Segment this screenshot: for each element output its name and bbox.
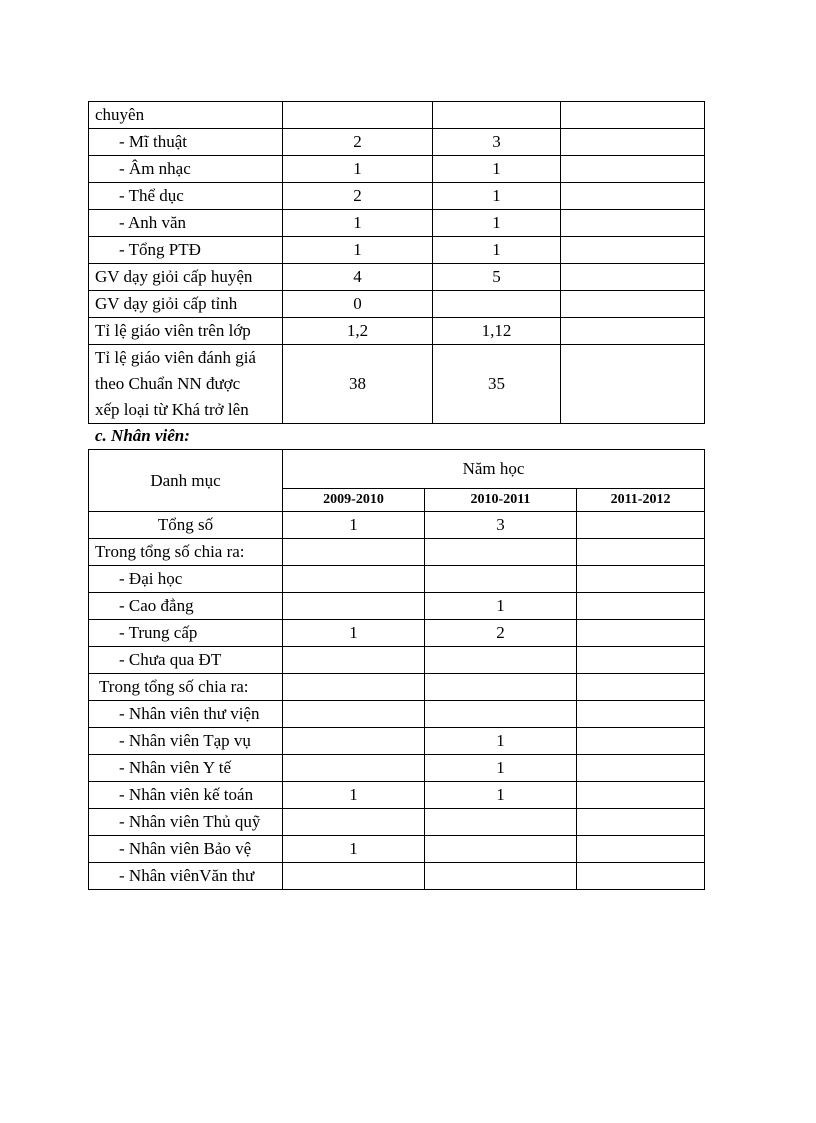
row-label: - Thể dục bbox=[89, 183, 283, 210]
section-heading: c. Nhân viên: bbox=[95, 426, 190, 445]
table-row bbox=[89, 782, 705, 809]
label-line: theo Chuẩn NN được bbox=[95, 374, 241, 393]
value-2011 bbox=[561, 129, 705, 156]
value-2010 bbox=[425, 647, 577, 674]
value-2010: 1 bbox=[425, 755, 577, 782]
school-year-header: Năm học bbox=[283, 450, 705, 489]
value-2010 bbox=[433, 102, 561, 129]
year-header: 2009-2010 bbox=[283, 489, 425, 512]
value-2011 bbox=[577, 809, 705, 836]
value-2011 bbox=[561, 156, 705, 183]
value-2011 bbox=[561, 183, 705, 210]
value-2011 bbox=[577, 863, 705, 890]
row-label: - Trung cấp bbox=[89, 620, 283, 647]
value-2009: 1 bbox=[283, 782, 425, 809]
value-2009: 1,2 bbox=[283, 318, 433, 345]
value-2009: 1 bbox=[283, 210, 433, 237]
row-label: - Nhân viên kế toán bbox=[89, 782, 283, 809]
table-row bbox=[89, 264, 705, 291]
value-2009 bbox=[283, 539, 425, 566]
value-2010: 1,12 bbox=[433, 318, 561, 345]
value-2009: 1 bbox=[283, 512, 425, 539]
value-2011 bbox=[577, 836, 705, 863]
value-2011 bbox=[577, 647, 705, 674]
row-label: - Nhân viên thư viện bbox=[89, 701, 283, 728]
value-2011 bbox=[577, 728, 705, 755]
value-2010: 2 bbox=[425, 620, 577, 647]
label-line: xếp loại từ Khá trở lên bbox=[95, 400, 249, 419]
table-row bbox=[89, 102, 705, 129]
value-2011 bbox=[577, 620, 705, 647]
value-2009: 1 bbox=[283, 156, 433, 183]
value-2010 bbox=[425, 566, 577, 593]
table-row bbox=[89, 210, 705, 237]
value-2011 bbox=[577, 782, 705, 809]
table-row bbox=[89, 291, 705, 318]
table-row bbox=[89, 539, 705, 566]
value-2009 bbox=[283, 102, 433, 129]
value-2011 bbox=[577, 566, 705, 593]
value-2009 bbox=[283, 593, 425, 620]
table-row bbox=[89, 701, 705, 728]
table-row bbox=[89, 836, 705, 863]
value-2011 bbox=[577, 701, 705, 728]
value-2009 bbox=[283, 701, 425, 728]
value-2010 bbox=[425, 809, 577, 836]
value-2009 bbox=[283, 863, 425, 890]
year-header: 2010-2011 bbox=[425, 489, 577, 512]
row-label: Trong tổng số chia ra: bbox=[89, 539, 283, 566]
value-2009: 1 bbox=[283, 237, 433, 264]
value-2010: 35 bbox=[433, 345, 561, 424]
table-row bbox=[89, 755, 705, 782]
value-2011 bbox=[561, 210, 705, 237]
table-row bbox=[89, 345, 705, 424]
value-2009 bbox=[283, 647, 425, 674]
value-2010 bbox=[425, 539, 577, 566]
table-row bbox=[89, 129, 705, 156]
row-label: - Nhân viên Bảo vệ bbox=[89, 836, 283, 863]
value-2011 bbox=[577, 539, 705, 566]
row-label: Tổng số bbox=[89, 512, 283, 539]
value-2009: 1 bbox=[283, 620, 425, 647]
value-2009: 2 bbox=[283, 183, 433, 210]
table-row bbox=[89, 512, 705, 539]
value-2010: 1 bbox=[425, 782, 577, 809]
table-row bbox=[89, 647, 705, 674]
value-2011 bbox=[577, 755, 705, 782]
row-label: - Tổng PTĐ bbox=[89, 237, 283, 264]
value-2010: 1 bbox=[425, 593, 577, 620]
table-row bbox=[89, 728, 705, 755]
value-2009 bbox=[283, 809, 425, 836]
value-2010 bbox=[425, 674, 577, 701]
staff-table bbox=[88, 449, 705, 890]
table-row bbox=[89, 620, 705, 647]
row-label: - Mĩ thuật bbox=[89, 129, 283, 156]
value-2009 bbox=[283, 755, 425, 782]
row-label: Trong tổng số chia ra: bbox=[89, 674, 283, 701]
table-row bbox=[89, 156, 705, 183]
value-2009: 2 bbox=[283, 129, 433, 156]
value-2010: 1 bbox=[433, 183, 561, 210]
value-2011 bbox=[577, 674, 705, 701]
value-2011 bbox=[561, 237, 705, 264]
label-line: Tỉ lệ giáo viên đánh giá bbox=[95, 348, 256, 367]
table-row bbox=[89, 566, 705, 593]
value-2010 bbox=[425, 863, 577, 890]
value-2011 bbox=[561, 102, 705, 129]
value-2010: 1 bbox=[433, 156, 561, 183]
value-2009: 4 bbox=[283, 264, 433, 291]
table-row bbox=[89, 674, 705, 701]
year-header: 2011-2012 bbox=[577, 489, 705, 512]
value-2010: 5 bbox=[433, 264, 561, 291]
value-2010 bbox=[425, 836, 577, 863]
row-label: - Nhân viên Y tế bbox=[89, 755, 283, 782]
value-2011 bbox=[561, 345, 705, 424]
value-2011 bbox=[561, 291, 705, 318]
row-label: - Nhân viên Tạp vụ bbox=[89, 728, 283, 755]
value-2009: 38 bbox=[283, 345, 433, 424]
row-label: - Âm nhạc bbox=[89, 156, 283, 183]
value-2010: 3 bbox=[433, 129, 561, 156]
header-row bbox=[89, 450, 705, 489]
table-row bbox=[89, 863, 705, 890]
row-label: - Nhân viênVăn thư bbox=[89, 863, 283, 890]
category-header: Danh mục bbox=[89, 450, 283, 512]
value-2009 bbox=[283, 674, 425, 701]
row-label: - Anh văn bbox=[89, 210, 283, 237]
value-2009 bbox=[283, 566, 425, 593]
row-label: chuyên bbox=[89, 102, 283, 129]
value-2011 bbox=[577, 512, 705, 539]
row-label: GV dạy giỏi cấp tỉnh bbox=[89, 291, 283, 318]
teacher-stats-table bbox=[88, 101, 705, 424]
table-row bbox=[89, 183, 705, 210]
row-label: - Chưa qua ĐT bbox=[89, 647, 283, 674]
value-2009: 0 bbox=[283, 291, 433, 318]
value-2010 bbox=[425, 701, 577, 728]
table-row bbox=[89, 237, 705, 264]
value-2010: 1 bbox=[425, 728, 577, 755]
value-2010: 3 bbox=[425, 512, 577, 539]
value-2011 bbox=[561, 318, 705, 345]
row-label: - Cao đẳng bbox=[89, 593, 283, 620]
value-2011 bbox=[561, 264, 705, 291]
value-2010: 1 bbox=[433, 237, 561, 264]
table-row bbox=[89, 593, 705, 620]
value-2010: 1 bbox=[433, 210, 561, 237]
value-2011 bbox=[577, 593, 705, 620]
table-row bbox=[89, 809, 705, 836]
row-label: GV dạy giỏi cấp huyện bbox=[89, 264, 283, 291]
value-2009: 1 bbox=[283, 836, 425, 863]
row-label: - Đại học bbox=[89, 566, 283, 593]
value-2010 bbox=[433, 291, 561, 318]
value-2009 bbox=[283, 728, 425, 755]
row-label: Tỉ lệ giáo viên trên lớp bbox=[89, 318, 283, 345]
table-row bbox=[89, 318, 705, 345]
row-label: - Nhân viên Thủ quỹ bbox=[89, 809, 283, 836]
row-label bbox=[89, 345, 283, 424]
